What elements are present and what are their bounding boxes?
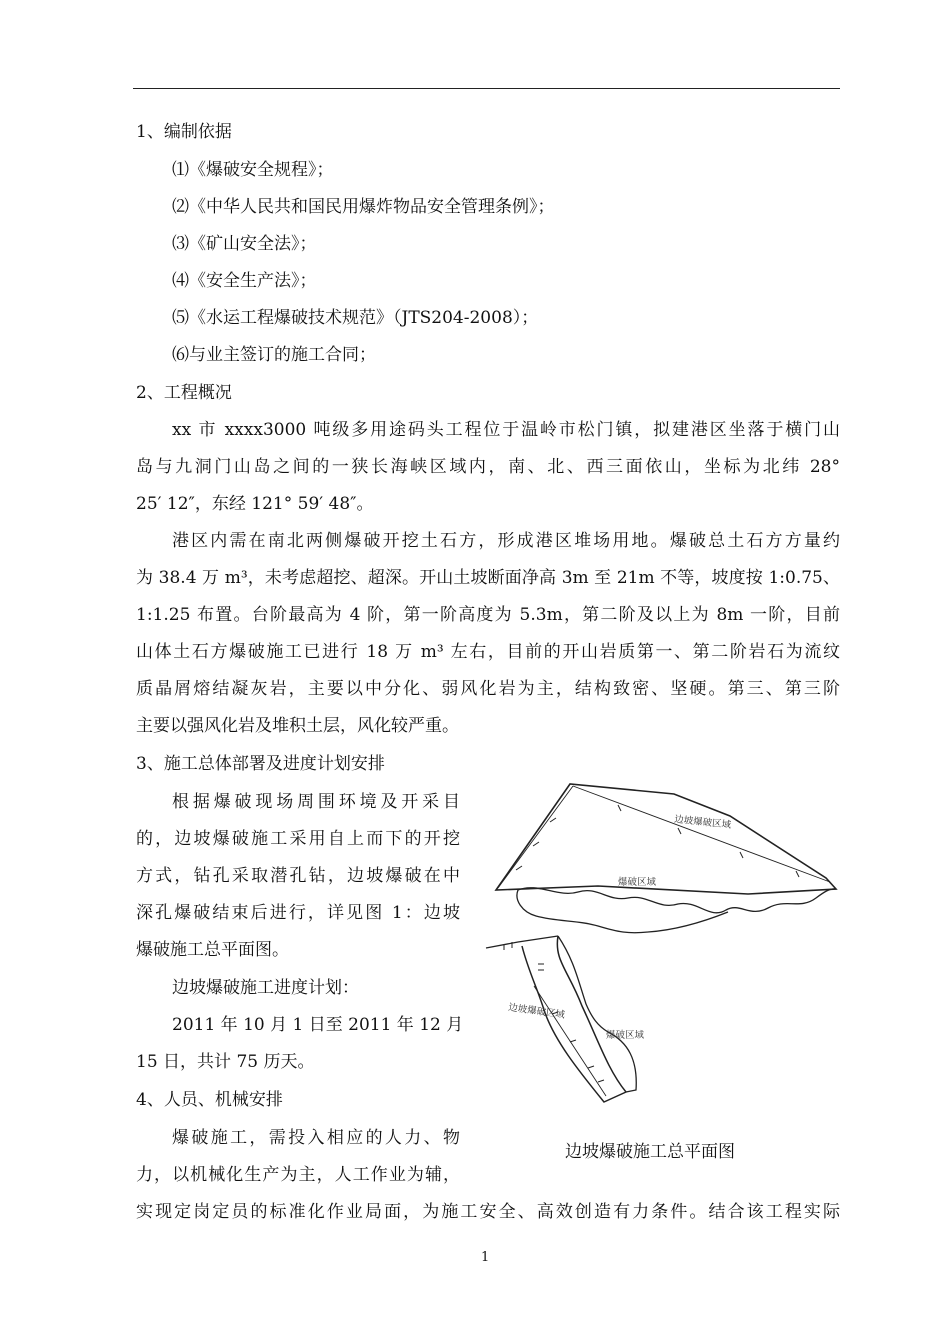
upper-blasting-zone [496,784,836,933]
schedule-line: 2011 年 10 月 1 日至 2011 年 12 月 [172,1015,464,1035]
reference-item: ⑴《爆破安全规程》； [172,160,334,180]
reference-item: ⑵《中华人民共和国民用爆炸物品安全管理条例》； [172,197,555,217]
reference-item: ⑶《矿山安全法》； [172,234,317,254]
overview-paragraph-2-line: 1:1.25 布置。台阶最高为 4 阶，第一阶高度为 5.3m，第二阶及以上为 8m 一阶，目前 [136,605,840,625]
section-3-title: 3、施工总体部署及进度计划安排 [136,754,385,774]
overview-paragraph-2-line: 为 38.4 万 m³，未考虑超挖、超深。开山土坡断面净高 3m 至 21m 不等，坡度按 1:0.75、 [136,568,840,588]
schedule-line: 15 日，共计 75 历天。 [136,1052,315,1072]
section-4-title: 4、人员、机械安排 [136,1090,283,1110]
lower-blasting-zone [486,936,645,1102]
overview-paragraph-1-line: 岛与九洞门山岛之间的一狭长海峡区域内，南、北、西三面依山，坐标为北纬 28° [136,457,840,477]
slope-zone-label-top: 边坡爆破区域 [673,814,732,831]
page-number: 1 [481,1250,490,1265]
overview-paragraph-2-line: 港区内需在南北两侧爆破开挖土石方，形成港区堆场用地。爆破总土石方方量约 [172,531,840,551]
deployment-paragraph-line: 方式，钻孔采取潜孔钻，边坡爆破在中 [136,866,460,886]
blasting-site-plan [478,770,850,1118]
section-1-title: 1、编制依据 [136,122,232,142]
schedule-heading: 边坡爆破施工进度计划： [172,978,359,998]
deployment-paragraph-line: 的，边坡爆破施工采用自上而下的开挖 [136,829,460,849]
deployment-paragraph-line: 爆破施工总平面图。 [136,940,289,960]
overview-paragraph-2-line: 山体土石方爆破施工已进行 18 万 m³ 左右，目前的开山岩质第一、第二阶岩石为流纹 [136,642,840,662]
blast-zone-label-bottom: 爆破区域 [606,1030,645,1041]
blast-zone-label-top: 爆破区域 [618,877,657,888]
header-rule [133,88,840,89]
reference-item: ⑷《安全生产法》； [172,271,317,291]
reference-item: ⑸《水运工程爆破技术规范》（JTS204-2008）； [172,308,539,328]
section-2-title: 2、工程概况 [136,383,232,403]
deployment-paragraph-line: 根据爆破现场周围环境及开采目 [172,792,460,812]
overview-paragraph-2-line: 质晶屑熔结凝灰岩，主要以中分化、弱风化岩为主，结构致密、坚硬。第三、第三阶 [136,679,840,699]
overview-paragraph-1-line: xx 市 xxxx3000 吨级多用途码头工程位于温岭市松门镇，拟建港区坐落于横门山 [172,420,840,440]
overview-paragraph-1-line: 25′ 12″，东经 121° 59′ 48″。 [136,494,374,514]
staffing-paragraph-line: 爆破施工，需投入相应的人力、物 [172,1128,460,1148]
slope-zone-label-bottom: 边坡爆破区域 [507,1002,566,1021]
deployment-paragraph-line: 深孔爆破结束后进行，详见图 1：边坡 [136,903,460,923]
staffing-paragraph-line: 实现定岗定员的标准化作业局面，为施工安全、高效创造有力条件。结合该工程实际 [136,1202,840,1222]
overview-paragraph-2-line: 主要以强风化岩及堆积土层，风化较严重。 [136,716,459,736]
reference-item: ⑹与业主签订的施工合同； [172,345,376,365]
figure-caption: 边坡爆破施工总平面图 [565,1142,735,1162]
staffing-paragraph-line: 力，以机械化生产为主，人工作业为辅， [136,1165,460,1185]
